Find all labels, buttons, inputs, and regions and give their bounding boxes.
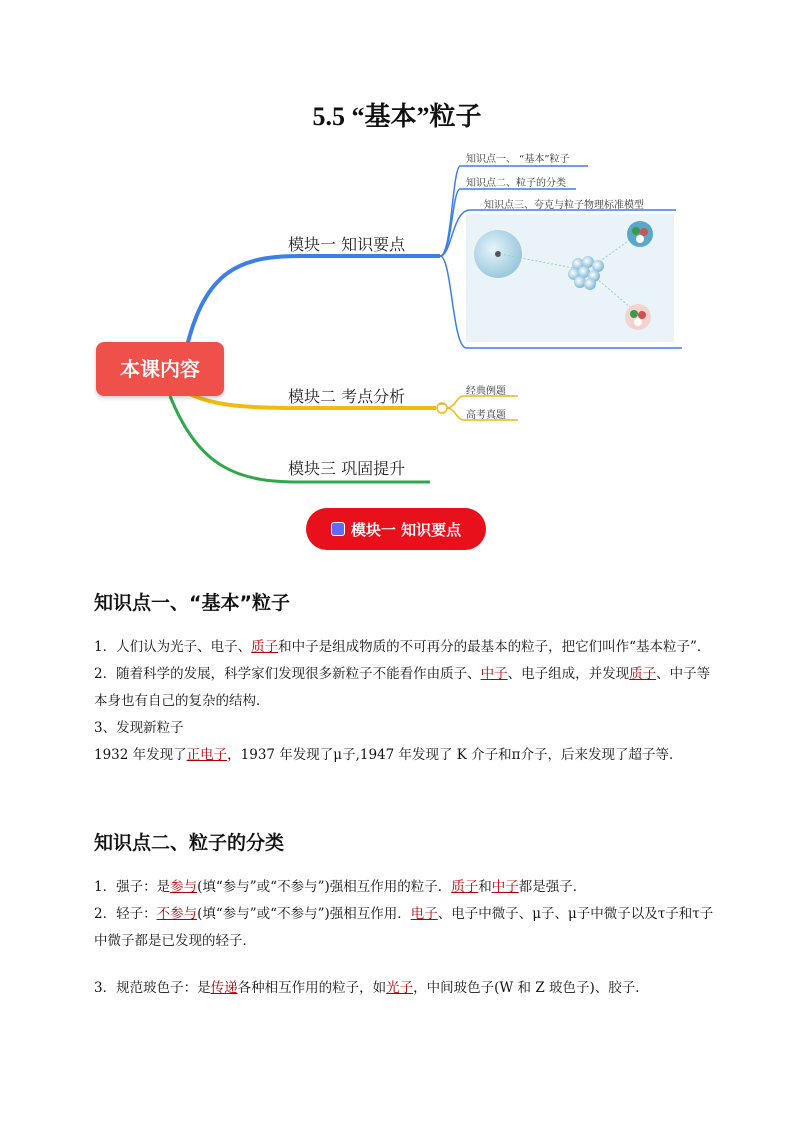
leaf-classic-examples: 经典例题 <box>466 386 506 397</box>
module1-button-label: 模块一 知识要点 <box>350 520 462 539</box>
answer-text: 中子 <box>480 666 508 682</box>
paragraph <box>94 901 714 955</box>
paragraph-text: ，中间玻色子(W 和 Z 玻色子)、胶子． <box>413 980 649 996</box>
paragraph-text: 2．随着科学的发展，科学家们发现很多新粒子不能看作由质子、 <box>94 666 481 682</box>
answer-text: 光子 <box>386 980 414 996</box>
paragraph-text: 、电子中微子、μ子、μ子中微子以及τ子和τ子中微子都是已发现的轻子． <box>94 906 714 949</box>
paragraph-text: ，1937 年发现了μ子,1947 年发现了 K 介子和π介子，后来发现了超子等． <box>227 747 683 763</box>
paragraph-text: 1．强子：是 <box>94 879 171 895</box>
section-2-body <box>94 874 714 1002</box>
paragraph-text: 、电子组成，并发现 <box>507 666 630 682</box>
paragraph <box>94 661 714 715</box>
paragraph-text: 和中子是组成物质的不可再分的最基本的粒子，把它们叫作“基本粒子”． <box>278 639 711 655</box>
answer-text: 传递 <box>210 980 238 996</box>
branch-module3: 模块三 巩固提升 <box>288 459 406 478</box>
paragraph <box>94 634 714 661</box>
section-1-body <box>94 634 714 769</box>
paragraph <box>94 742 714 769</box>
section-heading-2: 知识点二、粒子的分类 <box>94 832 285 854</box>
paragraph <box>94 975 714 1002</box>
module1-button[interactable] <box>306 508 486 550</box>
page-title: 5.5 “基本”粒子 <box>312 102 482 131</box>
paragraph-text: 和 <box>478 879 492 895</box>
answer-text: 不参与 <box>156 906 198 922</box>
paragraph-text: 3、发现新粒子 <box>94 720 184 736</box>
paragraph-text: 、中子等本身也有自己的复杂的结构． <box>94 666 711 709</box>
leaf-exam-questions: 高考真题 <box>466 410 506 421</box>
atom-structure-illustration <box>466 214 674 342</box>
branch-line-module1 <box>186 256 440 350</box>
paragraph-text: 3．规范玻色子：是 <box>94 980 211 996</box>
leaf-knowledge-point-2: 知识点二、粒子的分类 <box>466 178 566 189</box>
answer-text: 质子 <box>251 639 279 655</box>
mindmap-center-node: 本课内容 <box>96 342 224 396</box>
paragraph-text: 都是强子． <box>518 879 587 895</box>
paragraph-text: 各种相互作用的粒子，如 <box>237 980 387 996</box>
answer-text: 中子 <box>491 879 519 895</box>
atom-structure-drawing <box>466 214 674 342</box>
leaf-knowledge-point-3: 知识点三、夸克与粒子物理标准模型 <box>484 200 644 211</box>
branch-module2: 模块二 考点分析 <box>288 387 406 406</box>
paragraph-text: 1．人们认为光子、电子、 <box>94 639 252 655</box>
paragraph <box>94 715 714 742</box>
answer-text: 参与 <box>170 879 198 895</box>
branch-module1: 模块一 知识要点 <box>288 235 406 254</box>
paragraph <box>94 874 714 901</box>
leaf-knowledge-point-1: 知识点一、 “基本”粒子 <box>466 154 570 165</box>
answer-text: 正电子 <box>186 747 228 763</box>
module-square-icon <box>331 522 345 536</box>
answer-text: 质子 <box>451 879 479 895</box>
paragraph-text: (填“参与”或“不参与”)强相互作用． <box>197 906 411 922</box>
paragraph-text: (填“参与”或“不参与”)强相互作用的粒子． <box>197 879 452 895</box>
section-heading-1: 知识点一、“基本”粒子 <box>94 592 290 614</box>
mindmap-connectors <box>0 140 794 500</box>
answer-text: 电子 <box>410 906 438 922</box>
paragraph-text: 1932 年发现了 <box>94 747 187 763</box>
answer-text: 质子 <box>629 666 657 682</box>
paragraph-text: 2．轻子： <box>94 906 157 922</box>
collapse-toggle-symbol[interactable]: − <box>438 400 446 410</box>
